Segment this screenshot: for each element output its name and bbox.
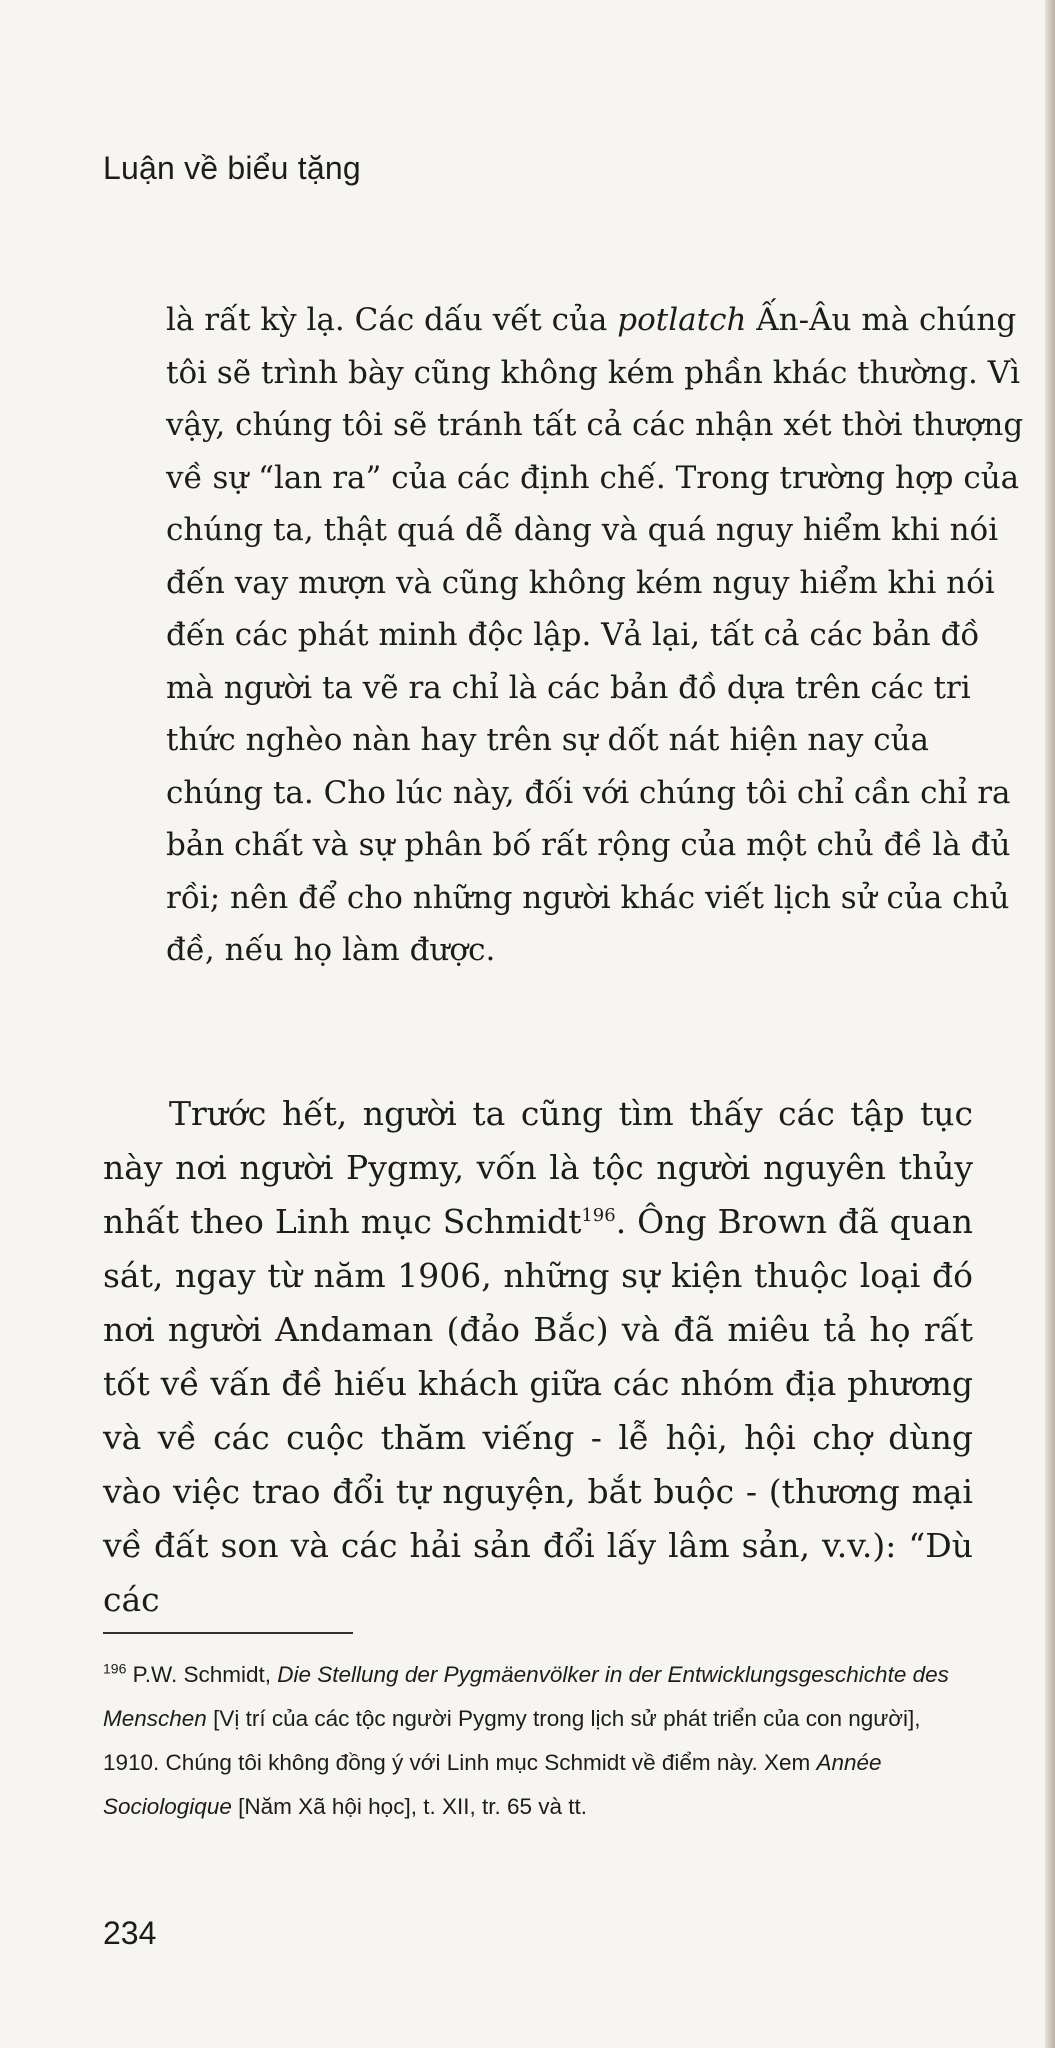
footnote-italic-journal: Année Sociologique: [103, 1750, 882, 1819]
footnote-paragraph: [103, 1653, 973, 1829]
footnote: [103, 1653, 973, 1829]
quote-italic-term: potlatch: [617, 302, 747, 338]
body-text-1: Trước hết, người ta cũng tìm thấy các tập tục này nơi người Pygmy, vốn là tộc người nguyên thủy nhất theo Linh mục Schmidt: [103, 1094, 973, 1241]
page-edge: [1045, 0, 1055, 2048]
body-text-2: . Ông Brown đã quan sát, ngay từ năm 1906, những sự kiện thuộc loại đó nơi người Andaman (đảo Bắc) và đã miêu tả họ rất tốt về vấn đề hiếu khách giữa các nhóm địa phương và về các cuộc thăm viếng - lễ hội, hội chợ dùng vào việc trao đổi tự nguyện, bắt buộc - (thương mại về đất son và các hải sản đổi lấy lâm sản, v.v.): “Dù các: [103, 1202, 973, 1619]
footnote-divider: [103, 1632, 353, 1634]
running-header: Luận về biểu tặng: [103, 150, 361, 186]
footnote-number: 196: [103, 1660, 127, 1677]
body-paragraph: [103, 1087, 973, 1627]
page-number: 234: [103, 1915, 157, 1951]
footnote-text-2: [Vị trí của các tộc người Pygmy trong lịch sử phát triển của con người], 1910. Chúng tôi không đồng ý với Linh mục Schmidt về điểm này. Xem: [103, 1706, 921, 1775]
body-text: [103, 1087, 973, 1627]
block-quote: [166, 294, 1026, 977]
footnote-reference[interactable]: 196: [581, 1205, 616, 1226]
footnote-text-3: [Năm Xã hội học], t. XII, tr. 65 và tt.: [231, 1794, 588, 1819]
footnote-italic-title: Die Stellung der Pygmäenvölker in der Entwicklungsgeschichte des Menschen: [103, 1662, 949, 1731]
quote-text-1: là rất kỳ lạ. Các dấu vết của: [166, 302, 618, 338]
quote-text-2: Ấn-Âu mà chúng tôi sẽ trình bày cũng không kém phần khác thường. Vì vậy, chúng tôi sẽ tránh tất cả các nhận xét thời thượng về sự “lan ra” của các định chế. Trong trường hợp của chúng ta, thật quá dễ dàng và quá nguy hiểm khi nói đến vay mượn và cũng không kém nguy hiểm khi nói đến các phát minh độc lập. Vả lại, tất cả các bản đồ mà người ta vẽ ra chỉ là các bản đồ dựa trên các tri thức nghèo nàn hay trên sự dốt nát hiện nay của chúng ta. Cho lúc này, đối với chúng tôi chỉ cần chỉ ra bản chất và sự phân bố rất rộng của một chủ đề là đủ rồi; nên để cho những người khác viết lịch sử của chủ đề, nếu họ làm được.: [166, 302, 1024, 968]
footnote-text-1: P.W. Schmidt,: [126, 1662, 278, 1687]
quote-paragraph: [166, 294, 1026, 977]
